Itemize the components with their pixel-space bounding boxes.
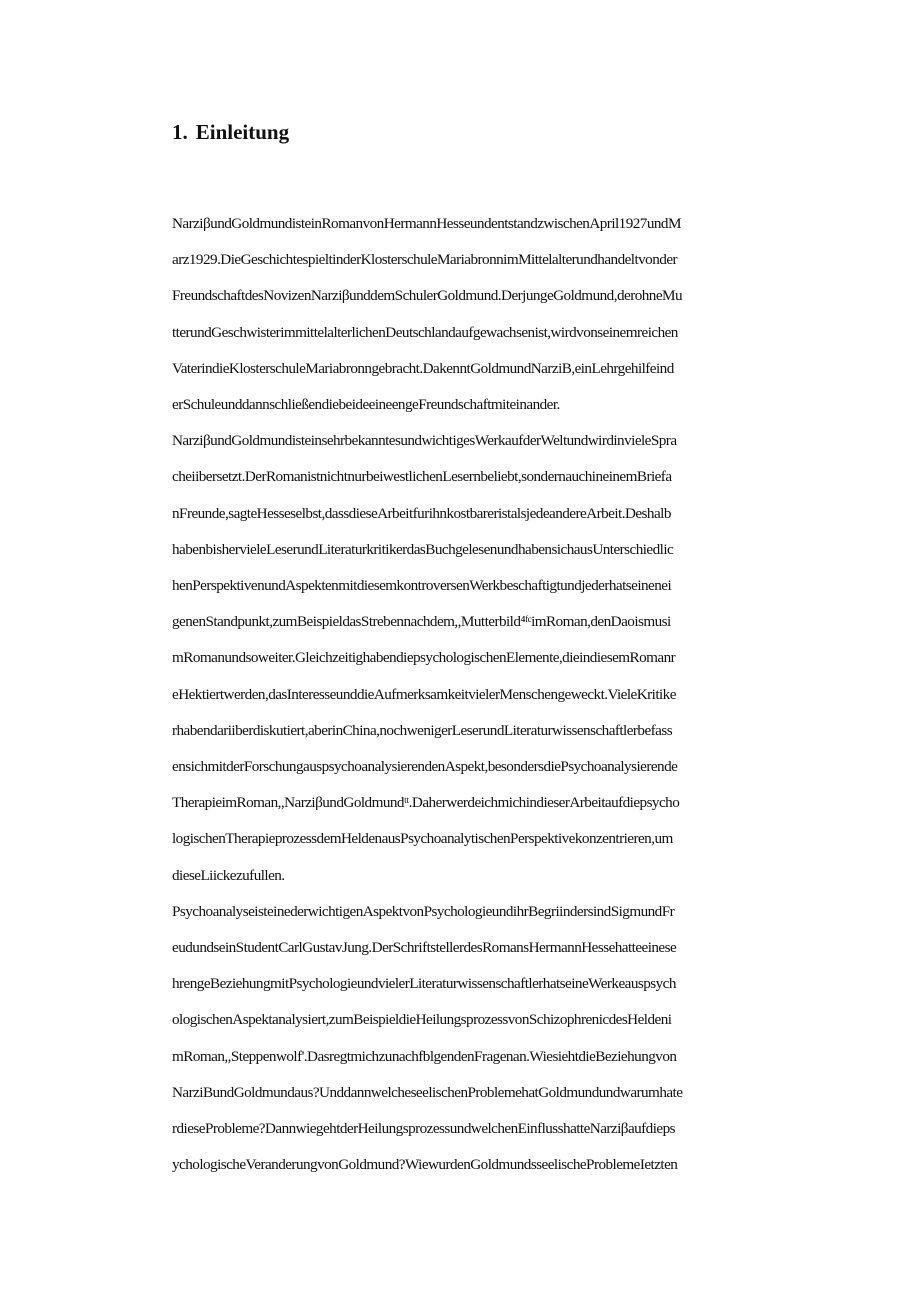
text-line-content: VaterindieKlosterschuleMariabronngebracht.DakenntGoldmundNarziB,einLehrgehilfeind — [172, 359, 674, 377]
text-line-content: NarziβundGoldmundisteinsehrbekanntesundwichtigesWerkaufderWeltundwirdinvieleSpra — [172, 432, 677, 450]
text-line — [172, 357, 792, 381]
text-line — [172, 864, 285, 888]
text-line-content: dieseLiickezufullen. — [172, 866, 285, 884]
text-line-content: cheiibersetzt.DerRomanistnichtnurbeiwestlichenLesernbeliebt,sondernauchineinemBriefa — [172, 468, 672, 486]
text-line-content: arz1929.DieGeschichtespieltinderKlosterschuleMariabronnimMittelalterundhandeltvonder — [172, 251, 678, 269]
text-line — [172, 321, 792, 345]
text-line — [172, 1081, 792, 1105]
text-line-content: rdieseProbleme?DannwiegehtderHeilungsprozessundwelchenEinflusshatteNarziβaufdieps — [172, 1120, 675, 1137]
text-line-content: genenStandpunkt,zumBeispieldasStrebennachdem,,Mutterbild⁴ᶠᶜimRoman,denDaoismusi — [172, 613, 671, 631]
text-line-content: erSchuleunddannschließendiebeideeineengeFreundschaftmiteinander. — [172, 396, 560, 413]
text-line-content: ologischenAspektanalysiert,zumBeispieldieHeilungsprozessvonSchizophrenicdesHeldeni — [172, 1011, 672, 1029]
text-line-content: NarziβundGoldmundisteinRomanvonHermannHesseundentstandzwischenApril1927undM — [172, 215, 681, 232]
section-title: Einleitung — [195, 120, 290, 144]
text-line-content: eudundseinStudentCarlGustavJung.DerSchriftstellerdesRomansHermannHessehatteeinese — [172, 939, 677, 956]
text-line — [172, 755, 792, 779]
section-heading — [172, 120, 289, 145]
text-line — [172, 791, 792, 815]
text-line — [172, 646, 792, 670]
text-line-content: tterundGeschwisterimmittelalterlichenDeutschlandaufgewachsenist,wirdvonseinemreichen — [172, 323, 678, 341]
text-line — [172, 1153, 792, 1177]
text-line-content: ensichmitderForschungauspsychoanalysierendenAspekt,besondersdiePsychoanalysierende — [172, 758, 678, 775]
text-line-content: eHektiertwerden,dasInteresseunddieAufmerksamkeitvielerMenschengeweckt.VieleKritike — [172, 685, 676, 703]
section-number: 1. — [172, 120, 188, 144]
text-line-content: hrengeBeziehungmitPsychologieundvielerLiteraturwissenschaftlerhatseineWerkeauspsych — [172, 975, 676, 993]
text-line-content: NarziBundGoldmundaus?UnddannwelcheseelischenProblemehatGoldmundundwarumhate — [172, 1083, 683, 1101]
text-line — [172, 610, 792, 634]
text-line-content: ychologischeVeranderungvonGoldmund?WiewurdenGoldmundsseelischeProblemeIetzten — [172, 1156, 678, 1174]
text-line — [172, 538, 792, 562]
text-line-content: rhabendariiberdiskutiert,aberinChina,nochwenigerLeserundLiteraturwissenschaftlerbefass — [172, 721, 673, 739]
text-line — [172, 972, 792, 996]
text-line — [172, 719, 792, 743]
text-line — [172, 900, 792, 924]
text-line-content: mRoman,,Steppenwolf'.DasregtmichzunachfblgendenFragenan.WiesiehtdieBeziehungvon — [172, 1047, 677, 1065]
text-line-content: TherapieimRoman,,NarziβundGoldmundᵗᵗ.DaherwerdeichmichindieserArbeitaufdiepsycho — [172, 794, 680, 812]
text-line — [172, 574, 792, 598]
text-line-content: PsychoanalyseisteinederwichtigenAspektvonPsychologieundihrBegriindersindSigmundFr — [172, 902, 675, 920]
text-line-content: nFreunde,sagteHesseselbst,dassdieseArbeitfurihnkostbareristalsjedeandereArbeit.Deshalb — [172, 504, 671, 522]
text-line-content: mRomanundsoweiter.GleichzeitighabendiepsychologischenElemente,dieindiesemRomanr — [172, 649, 676, 667]
text-line-content: logischenTherapieprozessdemHeldenausPsychoanalytischenPerspektivekonzentrieren,um — [172, 830, 673, 848]
text-line — [172, 284, 792, 308]
text-line — [172, 1045, 792, 1069]
text-line — [172, 1008, 792, 1032]
text-line — [172, 212, 792, 236]
text-line — [172, 393, 560, 417]
text-line-content: habenbishervieleLeserundLiteraturkritikerdasBuchgelesenundhabensichausUnterschiedlic — [172, 540, 674, 558]
text-line — [172, 248, 792, 272]
text-line — [172, 465, 792, 489]
text-line — [172, 1117, 792, 1141]
text-line — [172, 502, 792, 526]
text-line — [172, 827, 792, 851]
text-line — [172, 936, 792, 960]
text-line — [172, 683, 792, 707]
text-line-content: FreundschaftdesNovizenNarziβunddemSchulerGoldmund.DerjungeGoldmund,derohneMu — [172, 287, 683, 305]
text-line — [172, 429, 792, 453]
text-line-content: henPerspektivenundAspektenmitdiesemkontroversenWerkbeschaftigtundjederhatseinenei — [172, 577, 672, 594]
